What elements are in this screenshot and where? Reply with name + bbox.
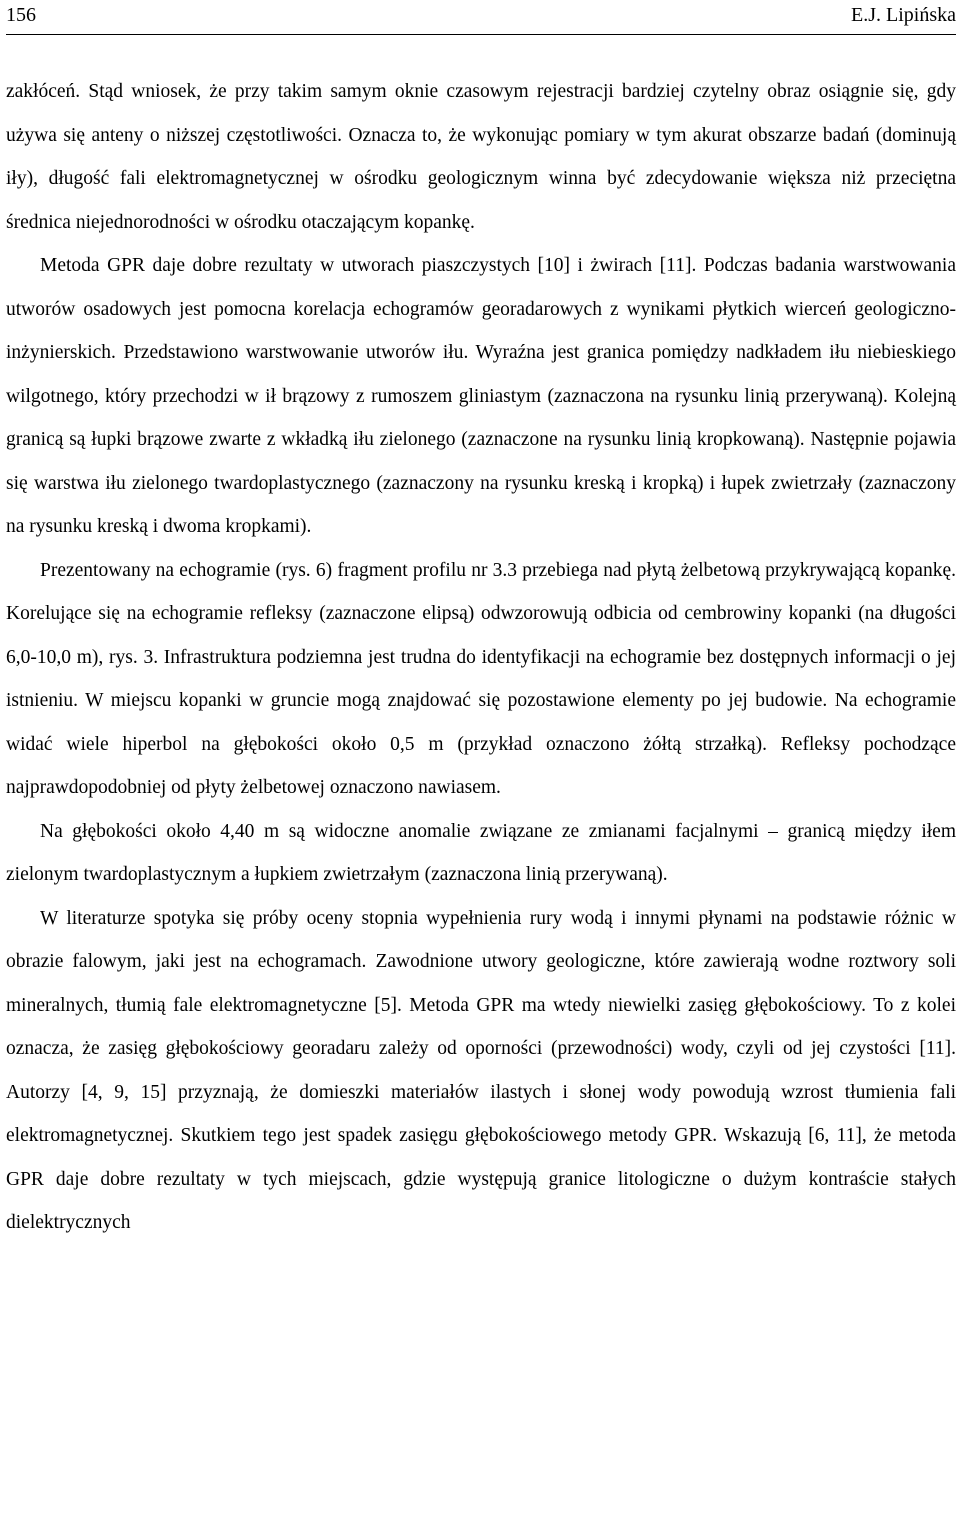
running-head-author: E.J. Lipińska (851, 4, 956, 26)
paragraph-gpr-method: Metoda GPR daje dobre rezultaty w utworach piaszczystych [10] i żwirach [11]. Podczas badania warstwowania utworów osadowych jest pomocna korelacja echogramów georadarowych z wynikami płytkich wierceń geologiczno-inżynierskich. Przedstawiono warstwowanie utworów iłu. Wyraźna jest granica pomiędzy nadkładem iłu niebieskiego wilgotnego, który przechodzi w ił brązowy z rumoszem gliniastym (zaznaczona na rysunku linią przerywaną). Kolejną granicą są łupki brązowe zwarte z wkładką iłu zielonego (zaznaczone na rysunku linią kropkowaną). Następnie pojawia się warstwa iłu zielonego twardoplastycznego (zaznaczony na rysunku kreską i kropką) i łupek zwietrzały (zaznaczony na rysunku kreską i dwoma kropkami). (6, 255, 956, 537)
header-rule (6, 34, 956, 35)
page-number: 156 (6, 4, 36, 26)
paragraph-literature: W literaturze spotyka się próby oceny stopnia wypełnienia rury wodą i innymi płynami na podstawie różnic w obrazie falowym, jaki jest na echogramach. Zawodnione utwory geologiczne, które zawierają wodne roztwory soli mineralnych, tłumią fale elektromagnetyczne [5]. Metoda GPR ma wtedy niewielki zasięg głębokościowy. To z kolei oznacza, że zasięg głębokościowy georadaru zależy od oporności (przewodności) wody, czyli od jej czystości [11]. Autorzy [4, 9, 15] przyznają, że domieszki materiałów ilastych i słonej wody powodują wzrost tłumienia fali elektromagnetycznej. Skutkiem tego jest spadek zasięgu głębokościowego metody GPR. Wskazują [6, 11], że metoda GPR daje dobre rezultaty w tych miejscach, gdzie występują granice litologiczne o dużym kontraście stałych dielektrycznych (6, 907, 956, 1233)
paragraph-facies-anomalies: Na głębokości około 4,40 m są widoczne anomalie związane ze zmianami facjalnymi – granicą między iłem zielonym twardoplastycznym a łupkiem zwietrzałym (zaznaczona linią przerywaną). (6, 820, 956, 885)
body-text (6, 70, 956, 1245)
paragraph-continuation: zakłóceń. Stąd wniosek, że przy takim samym oknie czasowym rejestracji bardziej czytelny obraz osiągnie się, gdy używa się anteny o niższej częstotliwości. Oznacza to, że wykonując pomiary w tym akurat obszarze badań (dominują iły), długość fali elektromagnetycznej w ośrodku geologicznym winna być zdecydowanie większa niż przeciętna średnica niejednorodności w ośrodku otaczającym kopankę. (6, 81, 956, 233)
paragraph-echogram-profile: Prezentowany na echogramie (rys. 6) fragment profilu nr 3.3 przebiega nad płytą żelbetową przykrywającą kopankę. Korelujące się na echogramie refleksy (zaznaczone elipsą) odwzorowują odbicia od cembrowiny kopanki (na długości 6,0-10,0 m), rys. 3. Infrastruktura podziemna jest trudna do identyfikacji na echogramie bez dostępnych informacji o jej istnieniu. W miejscu kopanki w gruncie mogą znajdować się pozostawione elementy po jej budowie. Na echogramie widać wiele hiperbol na głębokości około 0,5 m (przykład oznaczono żółtą strzałką). Refleksy pochodzące najprawdopodobniej od płyty żelbetowej oznaczono nawiasem. (6, 559, 956, 798)
